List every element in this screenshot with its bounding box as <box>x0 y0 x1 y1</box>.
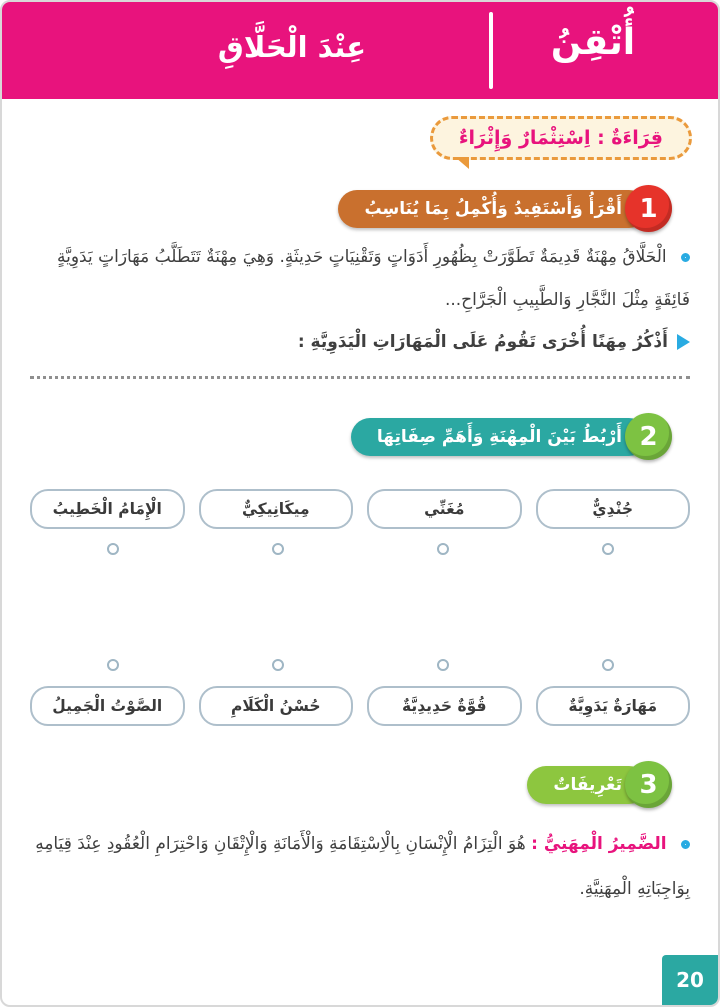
profession-label-4: الْإِمَامُ الْخَطِيبُ <box>52 500 162 518</box>
section3-title: تَعْرِيفَاتٌ <box>553 775 622 795</box>
quality-box-1[interactable] <box>536 686 691 726</box>
page-number: 20 <box>676 968 704 992</box>
match-dot-profession-2[interactable] <box>437 543 449 555</box>
professions-dots-row <box>30 543 690 555</box>
section2-banner <box>351 418 648 456</box>
profession-box-4[interactable] <box>30 489 185 529</box>
definition-text: هُوَ الْتِزَامُ الْإِنْسَانِ بِالْاِسْتِقَامَةِ وَالْأَمَانَةِ وَالْإِتْقَانِ وَاحْتِرَامِ الْعُقُودِ عِنْدَ قِيَامِهِ بِوَاجِبَاتِهِ الْمِهَنِيَّةِ. <box>35 834 690 899</box>
profession-box-1[interactable] <box>536 489 691 529</box>
page-number-badge <box>662 955 718 1005</box>
match-dot-quality-4[interactable] <box>107 659 119 671</box>
reading-badge <box>430 116 692 160</box>
profession-box-2[interactable] <box>367 489 522 529</box>
section3-number-badge <box>625 761 672 808</box>
match-dot-quality-3[interactable] <box>272 659 284 671</box>
reading-paragraph-text: الْحَلَّاقُ مِهْنَةٌ قَدِيمَةٌ تَطَوَّرَتْ بِظُهُورِ أَدَوَاتٍ وَتَقْنِيَاتٍ حَدِيثَةٍ. وَهِيَ مِهْنَةٌ تَتَطَلَّبُ مَهَارَاتٍ يَدَوِيَّةٍ فَائِقَةٍ مِثْلَ النَّجَّارِ وَالطَّبِيبِ الْجَرَّاحِ... <box>57 247 690 310</box>
section1-banner <box>338 190 648 228</box>
section2-number-badge <box>625 413 672 460</box>
answer-line[interactable] <box>30 376 690 379</box>
quality-label-2: قُوَّةٌ حَدِيدِيَّةٌ <box>401 697 487 715</box>
quality-box-3[interactable] <box>199 686 354 726</box>
match-dot-profession-1[interactable] <box>602 543 614 555</box>
bullet-icon <box>681 840 690 849</box>
lesson-title: عِنْدَ الْحَلَّاقِ <box>217 30 367 64</box>
section1-number-badge <box>625 185 672 232</box>
profession-label-1: جُنْدِيٌّ <box>592 500 634 518</box>
profession-box-3[interactable] <box>199 489 354 529</box>
match-dot-profession-3[interactable] <box>272 543 284 555</box>
section1-number: 1 <box>639 193 658 224</box>
section2-number: 2 <box>639 421 658 452</box>
arrow-left-icon <box>677 334 690 350</box>
definition-paragraph <box>30 822 690 912</box>
professions-row <box>30 489 690 529</box>
header-divider <box>489 12 493 89</box>
match-dot-quality-2[interactable] <box>437 659 449 671</box>
quality-box-2[interactable] <box>367 686 522 726</box>
match-dot-profession-4[interactable] <box>107 543 119 555</box>
quality-label-4: الصَّوْتُ الْجَمِيلُ <box>52 697 163 715</box>
badge-tail-icon <box>455 157 469 169</box>
bullet-icon <box>681 253 690 262</box>
match-dot-quality-1[interactable] <box>602 659 614 671</box>
profession-label-3: مِيكَانِيكِيٌّ <box>241 500 310 518</box>
series-title: أُتْقِنُ <box>550 22 636 63</box>
qualities-row <box>30 686 690 726</box>
reading-paragraph <box>30 236 690 322</box>
definition-term: الضَّمِيرُ الْمِهَنِيُّ : <box>531 834 667 854</box>
question-row <box>298 332 690 352</box>
profession-label-2: مُغَنِّي <box>424 500 465 518</box>
section2-title: أَرْبُطُ بَيْنَ الْمِهْنَةِ وَأَهَمِّ صِفَاتِهَا <box>376 427 622 447</box>
quality-box-4[interactable] <box>30 686 185 726</box>
section1-title: أَقْرَأُ وَأَسْتَفِيدُ وَأُكْمِلُ بِمَا يُنَاسِبُ <box>364 199 622 219</box>
page-header <box>2 2 718 99</box>
quality-label-3: حُسْنُ الْكَلَامِ <box>230 697 321 715</box>
qualities-dots-row <box>30 659 690 671</box>
reading-badge-label: قِرَاءَةٌ : اِسْتِثْمَارٌ وَإِثْرَاءٌ <box>458 127 663 149</box>
question-text: أَذْكُرُ مِهَنًا أُخْرَى تَقُومُ عَلَى الْمَهَارَاتِ الْيَدَوِيَّةِ : <box>297 332 668 352</box>
quality-label-1: مَهَارَةٌ يَدَوِيَّةٌ <box>568 697 658 715</box>
section3-number: 3 <box>639 769 658 800</box>
